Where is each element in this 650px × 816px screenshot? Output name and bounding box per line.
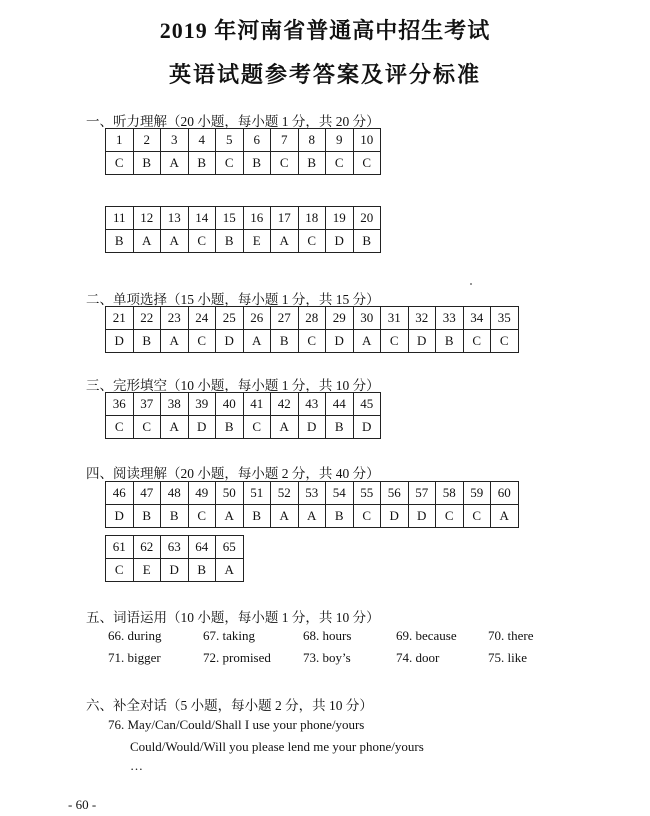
answer-cell: A: [271, 505, 299, 528]
answer-cell: A: [216, 559, 244, 582]
answer-row: [106, 559, 244, 582]
question-number-row: [106, 393, 381, 416]
answer-cell: C: [188, 505, 216, 528]
word-use-item: 66. during: [108, 628, 162, 643]
question-number-cell: 43: [298, 393, 326, 416]
answer-cell: D: [381, 505, 409, 528]
answer-cell: C: [381, 330, 409, 353]
question-number-cell: 65: [216, 536, 244, 559]
question-number-cell: 49: [188, 482, 216, 505]
question-number-cell: 55: [353, 482, 381, 505]
single-choice-table: [105, 306, 519, 353]
answer-cell: C: [491, 330, 519, 353]
page-number: - 60 -: [68, 797, 97, 812]
question-number-cell: 29: [326, 307, 354, 330]
question-number-row: [106, 207, 381, 230]
answer-cell: A: [353, 330, 381, 353]
answer-cell: D: [106, 330, 134, 353]
question-number-cell: 7: [271, 129, 299, 152]
question-number-cell: 25: [216, 307, 244, 330]
word-use-item: 71. bigger: [108, 650, 161, 665]
answer-cell: A: [491, 505, 519, 528]
answer-cell: C: [133, 416, 161, 439]
question-number-cell: 26: [243, 307, 271, 330]
answer-cell: E: [133, 559, 161, 582]
answer-cell: D: [298, 416, 326, 439]
answer-cell: B: [353, 230, 381, 253]
answer-cell: A: [216, 505, 244, 528]
answer-cell: A: [271, 230, 299, 253]
dialogue-answer-line-2: Could/Would/Will you please lend me your phone/yours: [130, 739, 424, 754]
scan-speck: [470, 283, 472, 285]
question-number-cell: 14: [188, 207, 216, 230]
question-number-cell: 23: [161, 307, 189, 330]
word-use-item: 69. because: [396, 628, 457, 643]
question-number-cell: 4: [188, 129, 216, 152]
question-number-cell: 17: [271, 207, 299, 230]
question-number-row: [106, 307, 519, 330]
question-number-cell: 46: [106, 482, 134, 505]
question-number-cell: 2: [133, 129, 161, 152]
answer-cell: C: [188, 230, 216, 253]
listening-table-1: [105, 128, 381, 175]
answer-cell: B: [298, 152, 326, 175]
question-number-cell: 48: [161, 482, 189, 505]
question-number-cell: 1: [106, 129, 134, 152]
question-number-cell: 37: [133, 393, 161, 416]
answer-cell: B: [436, 330, 464, 353]
answer-cell: C: [463, 505, 491, 528]
word-use-item: 67. taking: [203, 628, 255, 643]
word-use-item: 73. boy’s: [303, 650, 351, 665]
question-number-cell: 32: [408, 307, 436, 330]
answer-cell: B: [271, 330, 299, 353]
answer-cell: D: [326, 330, 354, 353]
answer-cell: A: [133, 230, 161, 253]
single-choice-heading: 二、单项选择（15 小题，每小题 1 分，共 15 分）: [86, 292, 380, 307]
answer-cell: D: [106, 505, 134, 528]
question-number-cell: 19: [326, 207, 354, 230]
question-number-cell: 53: [298, 482, 326, 505]
question-number-cell: 5: [216, 129, 244, 152]
question-number-cell: 36: [106, 393, 134, 416]
answer-cell: B: [216, 230, 244, 253]
page-subtitle: 英语试题参考答案及评分标准: [168, 62, 481, 87]
question-number-cell: 50: [216, 482, 244, 505]
dialogue-answer-line-1: 76. May/Can/Could/Shall I use your phone/yours: [108, 717, 365, 732]
answer-cell: A: [298, 505, 326, 528]
answer-cell: C: [298, 330, 326, 353]
answer-cell: B: [326, 505, 354, 528]
question-number-cell: 3: [161, 129, 189, 152]
answer-row: [106, 505, 519, 528]
question-number-cell: 51: [243, 482, 271, 505]
answer-cell: B: [188, 152, 216, 175]
question-number-cell: 18: [298, 207, 326, 230]
question-number-cell: 11: [106, 207, 134, 230]
answer-cell: E: [243, 230, 271, 253]
reading-table-2: [105, 535, 244, 582]
word-use-item: 75. like: [488, 650, 527, 665]
cloze-table: [105, 392, 381, 439]
question-number-cell: 27: [271, 307, 299, 330]
answer-row: [106, 416, 381, 439]
answer-row: [106, 230, 381, 253]
answer-cell: C: [298, 230, 326, 253]
answer-cell: C: [326, 152, 354, 175]
answer-cell: B: [133, 152, 161, 175]
answer-cell: B: [216, 416, 244, 439]
answer-row: [106, 330, 519, 353]
answer-cell: B: [106, 230, 134, 253]
question-number-cell: 31: [381, 307, 409, 330]
question-number-row: [106, 482, 519, 505]
word-use-item: 74. door: [396, 650, 440, 665]
question-number-cell: 10: [353, 129, 381, 152]
answer-cell: B: [161, 505, 189, 528]
question-number-cell: 30: [353, 307, 381, 330]
word-use-item: 68. hours: [303, 628, 352, 643]
reading-table-1: [105, 481, 519, 528]
answer-cell: B: [243, 505, 271, 528]
answer-cell: A: [161, 330, 189, 353]
question-number-cell: 44: [326, 393, 354, 416]
question-number-cell: 22: [133, 307, 161, 330]
question-number-cell: 33: [436, 307, 464, 330]
answer-cell: B: [326, 416, 354, 439]
question-number-cell: 24: [188, 307, 216, 330]
question-number-cell: 34: [463, 307, 491, 330]
question-number-cell: 6: [243, 129, 271, 152]
question-number-cell: 47: [133, 482, 161, 505]
dialogue-heading: 六、补全对话（5 小题，每小题 2 分，共 10 分）: [86, 698, 373, 713]
question-number-cell: 45: [353, 393, 381, 416]
question-number-cell: 57: [408, 482, 436, 505]
answer-cell: D: [188, 416, 216, 439]
answer-cell: B: [188, 559, 216, 582]
question-number-cell: 8: [298, 129, 326, 152]
question-number-cell: 9: [326, 129, 354, 152]
dialogue-ellipsis: …: [130, 758, 143, 773]
question-number-cell: 58: [436, 482, 464, 505]
answer-cell: C: [106, 559, 134, 582]
question-number-cell: 21: [106, 307, 134, 330]
answer-cell: A: [161, 230, 189, 253]
word-use-item: 72. promised: [203, 650, 271, 665]
reading-heading: 四、阅读理解（20 小题，每小题 2 分，共 40 分）: [86, 466, 380, 481]
answer-cell: C: [188, 330, 216, 353]
answer-cell: D: [408, 330, 436, 353]
answer-cell: B: [133, 505, 161, 528]
word-use-heading: 五、词语运用（10 小题，每小题 1 分，共 10 分）: [86, 610, 380, 625]
answer-cell: C: [463, 330, 491, 353]
answer-cell: D: [326, 230, 354, 253]
answer-cell: C: [216, 152, 244, 175]
page-title: 2019 年河南省普通高中招生考试: [159, 18, 491, 43]
question-number-cell: 64: [188, 536, 216, 559]
question-number-cell: 12: [133, 207, 161, 230]
answer-cell: C: [353, 505, 381, 528]
question-number-cell: 60: [491, 482, 519, 505]
word-use-item: 70. there: [488, 628, 534, 643]
answer-cell: C: [271, 152, 299, 175]
question-number-row: [106, 536, 244, 559]
question-number-cell: 35: [491, 307, 519, 330]
cloze-heading: 三、完形填空（10 小题，每小题 1 分，共 10 分）: [86, 378, 380, 393]
answer-cell: B: [243, 152, 271, 175]
question-number-cell: 15: [216, 207, 244, 230]
question-number-cell: 16: [243, 207, 271, 230]
answer-cell: D: [216, 330, 244, 353]
question-number-cell: 63: [161, 536, 189, 559]
question-number-cell: 20: [353, 207, 381, 230]
answer-cell: A: [243, 330, 271, 353]
listening-heading: 一、听力理解（20 小题，每小题 1 分，共 20 分）: [86, 114, 380, 129]
question-number-cell: 42: [271, 393, 299, 416]
answer-cell: B: [133, 330, 161, 353]
answer-cell: C: [353, 152, 381, 175]
answer-cell: D: [161, 559, 189, 582]
question-number-cell: 52: [271, 482, 299, 505]
answer-cell: C: [106, 416, 134, 439]
question-number-cell: 62: [133, 536, 161, 559]
question-number-cell: 13: [161, 207, 189, 230]
question-number-cell: 61: [106, 536, 134, 559]
answer-cell: D: [353, 416, 381, 439]
question-number-cell: 41: [243, 393, 271, 416]
question-number-cell: 54: [326, 482, 354, 505]
answer-cell: A: [161, 152, 189, 175]
listening-table-2: [105, 206, 381, 253]
question-number-row: [106, 129, 381, 152]
answer-cell: C: [436, 505, 464, 528]
answer-cell: C: [106, 152, 134, 175]
answer-row: [106, 152, 381, 175]
answer-cell: D: [408, 505, 436, 528]
question-number-cell: 39: [188, 393, 216, 416]
question-number-cell: 38: [161, 393, 189, 416]
answer-cell: A: [271, 416, 299, 439]
question-number-cell: 59: [463, 482, 491, 505]
question-number-cell: 40: [216, 393, 244, 416]
answer-cell: A: [161, 416, 189, 439]
question-number-cell: 56: [381, 482, 409, 505]
question-number-cell: 28: [298, 307, 326, 330]
answer-cell: C: [243, 416, 271, 439]
